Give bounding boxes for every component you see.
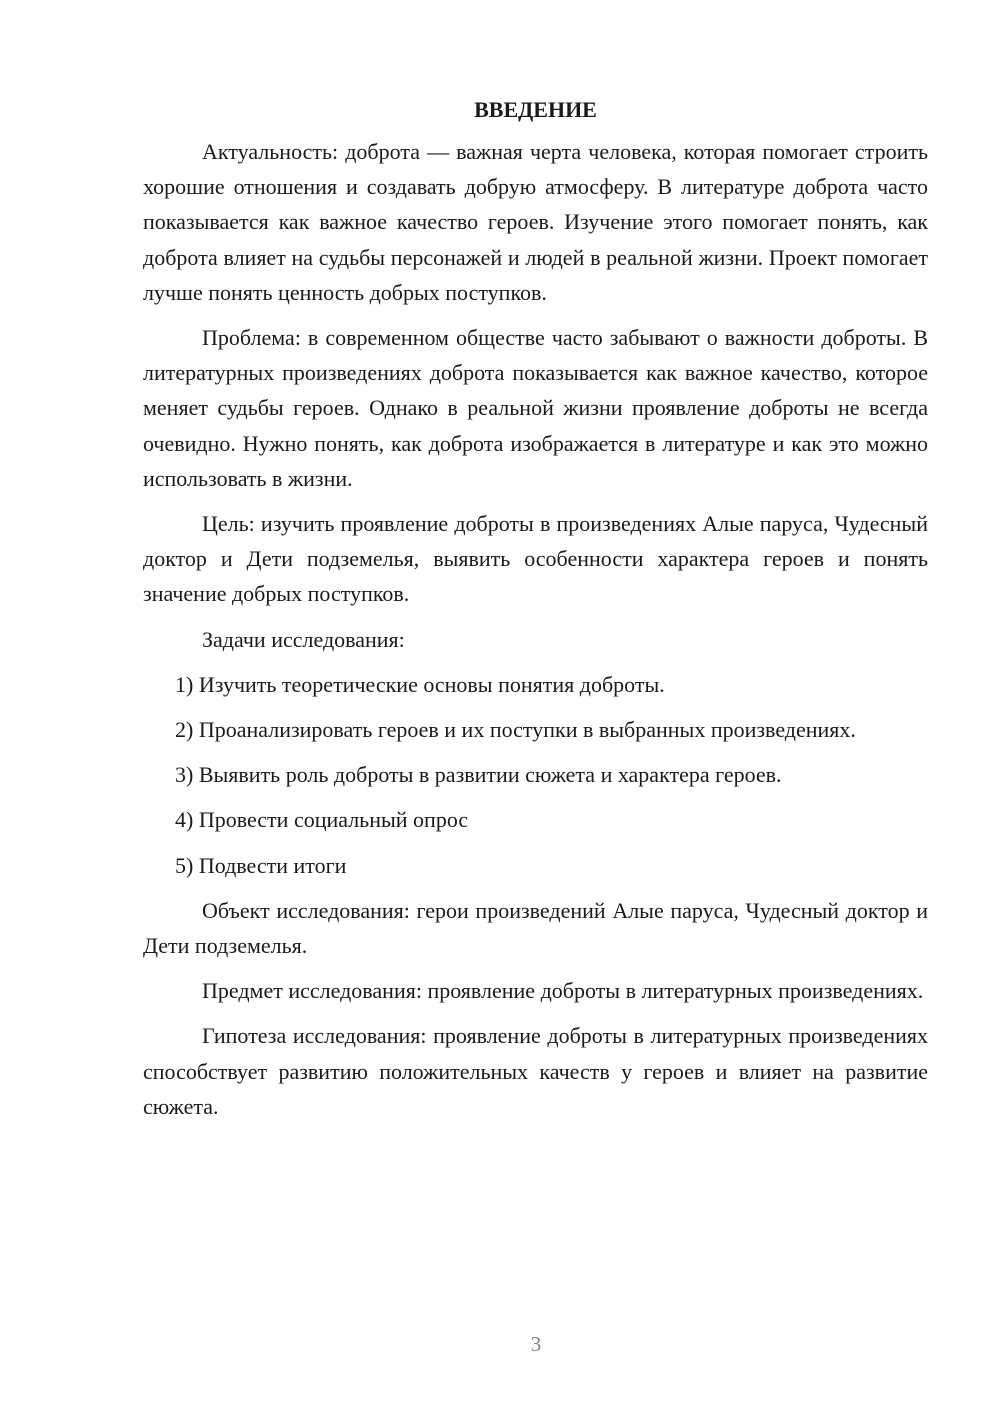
task-item-3: 3) Выявить роль доброты в развитии сюжета и характера героев.: [175, 762, 782, 788]
paragraph-problem: Проблема: в современном обществе часто забывают о важности доброты. В литературных произведениях доброта показывается как важное качество, которое меняет судьбы героев. Однако в реальной жизни проявление доброты не всегда очевидно. Нужно понять, как доброта изображается в литературе и как это можно использовать в жизни.: [143, 325, 928, 491]
task-item-2: 2) Проанализировать героев и их поступки в выбранных произведениях.: [175, 717, 856, 743]
section-heading: ВВЕДЕНИЕ: [474, 97, 597, 122]
task-item-4: 4) Провести социальный опрос: [175, 807, 469, 833]
tasks-label: Задачи исследования:: [202, 626, 405, 652]
paragraph-goal: Цель: изучить проявление доброты в произведениях Алые паруса, Чудесный доктор и Дети подземелья, выявить особенности характера героев и понять значение добрых поступков.: [143, 511, 928, 607]
document-page: [143, 92, 928, 1134]
paragraph-subject: Предмет исследования: проявление доброты в литературных произведениях.: [202, 978, 924, 1004]
page-number: 3: [530, 1332, 542, 1356]
paragraph-relevance: Актуальность: доброта — важная черта человека, которая помогает строить хорошие отношения и создавать добрую атмосферу. В литературе доброта часто показывается как важное качество героев. Изучение этого помогает понять, как доброта влияет на судьбы персонажей и людей в реальной жизни. Проект помогает лучше понять ценность добрых поступков.: [143, 139, 928, 305]
paragraph-object: Объект исследования: герои произведений Алые паруса, Чудесный доктор и Дети подземелья.: [143, 897, 928, 959]
task-item-5: 5) Подвести итоги: [175, 852, 347, 878]
task-item-1: 1) Изучить теоретические основы понятия доброты.: [175, 671, 665, 697]
paragraph-hypothesis: Гипотеза исследования: проявление доброты в литературных произведениях способствует развитию положительных качеств у героев и влияет на развитие сюжета.: [143, 1023, 928, 1119]
